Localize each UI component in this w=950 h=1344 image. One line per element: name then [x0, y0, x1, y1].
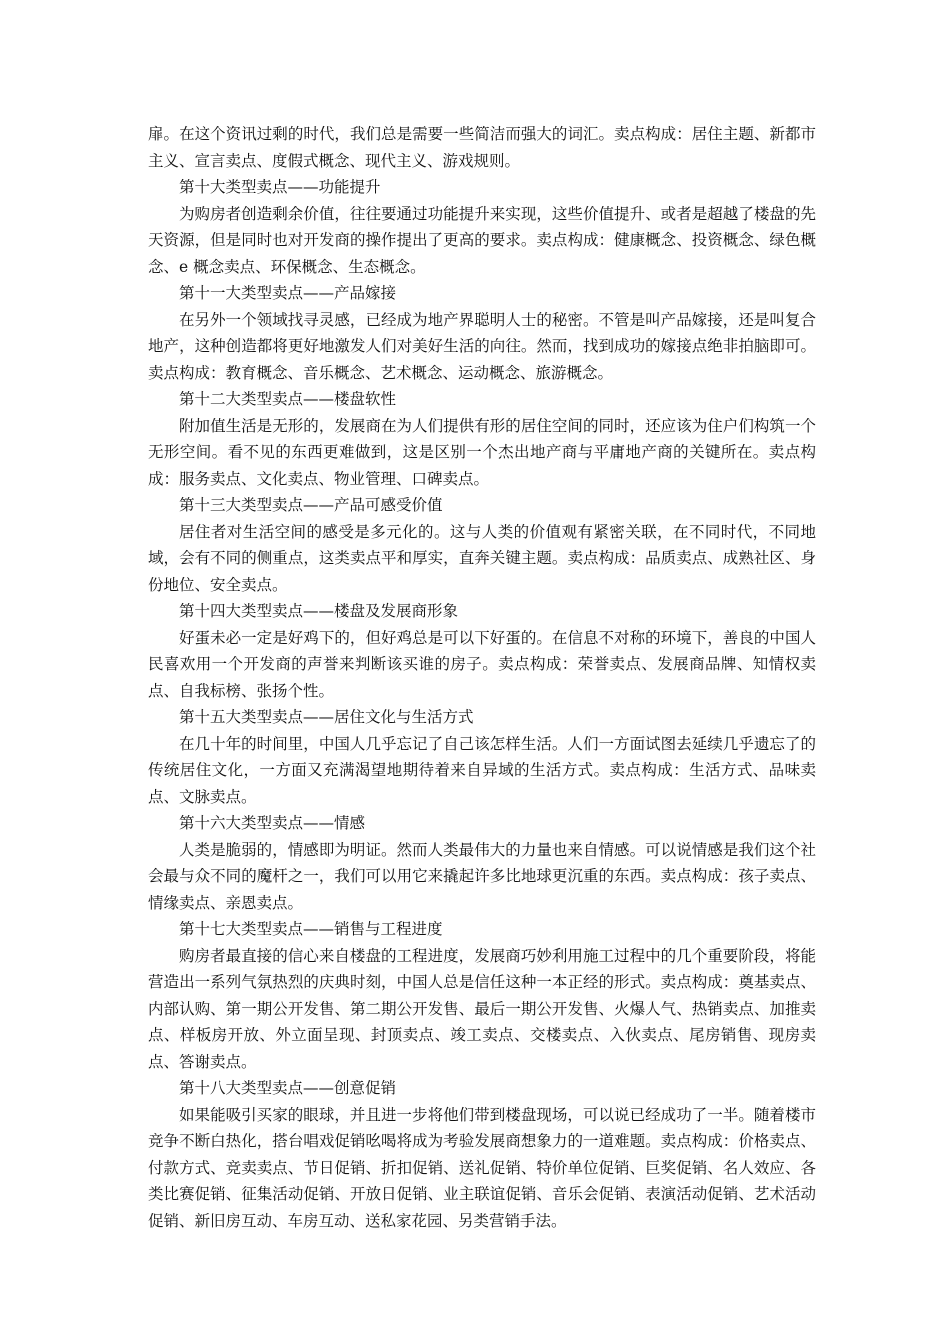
section-body-14: 好蛋未必一定是好鸡下的，但好鸡总是可以下好蛋的。在信息不对称的环境下，善良的中国人民喜欢用一个开发商的声誉来判断该买谁的房子。卖点构成：荣誉卖点、发展商品牌、知情权卖点、自我标榜、张扬个性。 [148, 628, 816, 700]
section-body-13: 居住者对生活空间的感受是多元化的。这与人类的价值观有紧密关联，在不同时代，不同地域，会有不同的侧重点，这类卖点平和厚实，直奔关键主题。卖点构成：品质卖点、成熟社区、身份地位、安全卖点。 [148, 522, 816, 594]
section-heading-12: 第十二大类型卖点——楼盘软性 [179, 390, 397, 408]
section-body-11: 在另外一个领域找寻灵感，已经成为地产界聪明人士的秘密。不管是叫产品嫁接，还是叫复合地产，这种创造都将更好地激发人们对美好生活的向往。然而，找到成功的嫁接点绝非拍脑即可。卖点构成：教育概念、音乐概念、艺术概念、运动概念、旅游概念。 [148, 310, 816, 382]
section-heading-13: 第十三大类型卖点——产品可感受价值 [179, 496, 443, 514]
section-body-10: 为购房者创造剩余价值，往往要通过功能提升来实现，这些价值提升、或者是超越了楼盘的先天资源，但是同时也对开发商的操作提出了更高的要求。卖点构成：健康概念、投资概念、绿色概念、e 概念卖点、环保概念、生态概念。 [148, 204, 816, 276]
intro-paragraph: 扉。在这个资讯过剩的时代，我们总是需要一些简洁而强大的词汇。卖点构成：居住主题、新都市主义、宣言卖点、度假式概念、现代主义、游戏规则。 [148, 125, 816, 170]
section-body-17: 购房者最直接的信心来自楼盘的工程进度，发展商巧妙利用施工过程中的几个重要阶段，将能营造出一系列气氛热烈的庆典时刻，中国人总是信任这种一本正经的形式。卖点构成：奠基卖点、内部认购、第一期公开发售、第二期公开发售、最后一期公开发售、火爆人气、热销卖点、加推卖点、样板房开放、外立面呈现、封顶卖点、竣工卖点、交楼卖点、入伙卖点、尾房销售、现房卖点、答谢卖点。 [148, 946, 816, 1071]
document-body [148, 121, 816, 1234]
section-body-12: 附加值生活是无形的，发展商在为人们提供有形的居住空间的同时，还应该为住户们构筑一个无形空间。看不见的东西更难做到，这是区别一个杰出地产商与平庸地产商的关键所在。卖点构成：服务卖点、文化卖点、物业管理、口碑卖点。 [148, 416, 816, 488]
section-body-18: 如果能吸引买家的眼球，并且进一步将他们带到楼盘现场，可以说已经成功了一半。随着楼市竞争不断白热化，搭台唱戏促销吆喝将成为考验发展商想象力的一道难题。卖点构成：价格卖点、付款方式、竞卖卖点、节日促销、折扣促销、送礼促销、特价单位促销、巨奖促销、名人效应、各类比赛促销、征集活动促销、开放日促销、业主联谊促销、音乐会促销、表演活动促销、艺术活动促销、新旧房互动、车房互动、送私家花园、另类营销手法。 [148, 1105, 816, 1230]
section-heading-11: 第十一大类型卖点——产品嫁接 [179, 284, 397, 302]
section-heading-10: 第十大类型卖点——功能提升 [179, 178, 381, 196]
section-body-16: 人类是脆弱的，情感即为明证。然而人类最伟大的力量也来自情感。可以说情感是我们这个社会最与众不同的魔杆之一，我们可以用它来撬起许多比地球更沉重的东西。卖点构成：孩子卖点、情缘卖点、亲恩卖点。 [148, 840, 816, 912]
section-heading-14: 第十四大类型卖点——楼盘及发展商形象 [179, 602, 459, 620]
section-body-15: 在几十年的时间里，中国人几乎忘记了自己该怎样生活。人们一方面试图去延续几乎遗忘了的传统居住文化，一方面又充满渴望地期待着来自异域的生活方式。卖点构成：生活方式、品味卖点、文脉卖点。 [148, 734, 816, 806]
section-heading-16: 第十六大类型卖点——情感 [179, 814, 366, 832]
section-heading-17: 第十七大类型卖点——销售与工程进度 [179, 920, 443, 938]
section-heading-15: 第十五大类型卖点——居住文化与生活方式 [179, 708, 474, 726]
section-heading-18: 第十八大类型卖点——创意促销 [179, 1079, 397, 1097]
